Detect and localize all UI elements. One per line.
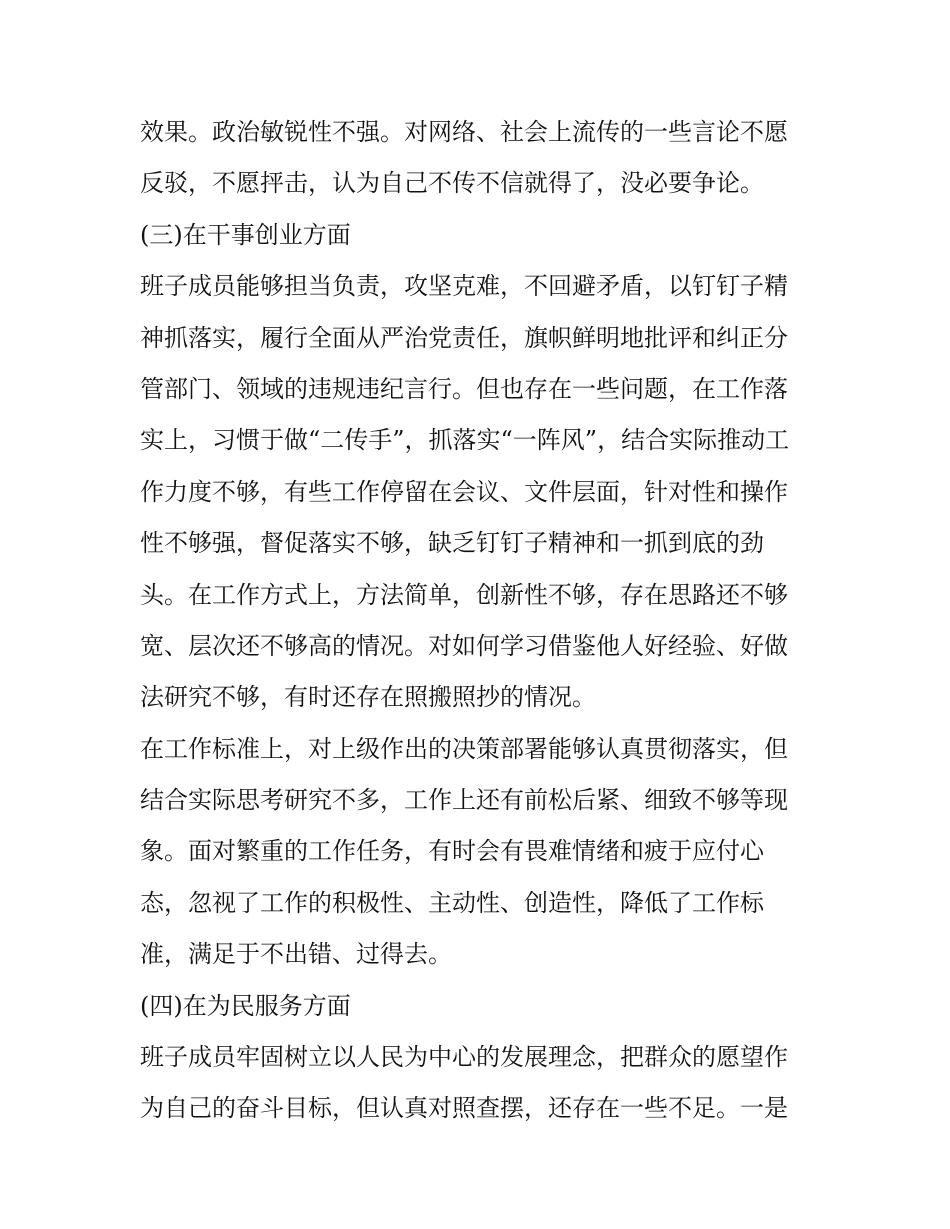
text-line: 宽、层次还不够高的情况。对如何学习借鉴他人好经验、好做 — [140, 631, 788, 660]
text-line: 效果。政治敏锐性不强。对网络、社会上流传的一些言论不愿 — [140, 118, 788, 146]
text-line: 头。在工作方式上，方法简单，创新性不够，存在思路还不够 — [140, 580, 788, 609]
text-line: 班子成员能够担当负责，攻坚克难，不回避矛盾，以钉钉子精 — [140, 272, 788, 301]
text-line: 管部门、领域的违规违纪言行。但也存在一些问题，在工作落 — [140, 374, 788, 403]
section-heading: (三)在干事创业方面 — [140, 220, 351, 249]
text-line: 性不够强，督促落实不够，缺乏钉钉子精神和一抓到底的劲 — [140, 529, 764, 558]
text-line: 作力度不够，有些工作停留在会议、文件层面，针对性和操作 — [140, 477, 788, 506]
text-line: 在工作标准上，对上级作出的决策部署能够认真贯彻落实，但 — [140, 734, 788, 763]
text-line: 实上，习惯于做“二传手”，抓落实“一阵风”，结合实际推动工 — [140, 426, 790, 455]
text-line: 班子成员牢固树立以人民为中心的发展理念，把群众的愿望作 — [140, 1043, 788, 1072]
text-line: 准，满足于不出错、过得去。 — [140, 940, 452, 969]
text-line: 结合实际思考研究不多，工作上还有前松后紧、细致不够等现 — [140, 786, 788, 815]
text-line: 法研究不够，有时还存在照搬照抄的情况。 — [140, 683, 596, 712]
section-heading: (四)在为民服务方面 — [140, 991, 351, 1020]
text-line: 反驳，不愿抨击，认为自己不传不信就得了，没必要争论。 — [140, 169, 764, 198]
text-line: 态，忽视了工作的积极性、主动性、创造性，降低了工作标 — [140, 888, 764, 917]
body-text — [140, 107, 820, 1135]
text-line: 象。面对繁重的工作任务，有时会有畏难情绪和疲于应付心 — [140, 837, 764, 866]
text-line: 为自己的奋斗目标，但认真对照查摆，还存在一些不足。一是 — [140, 1094, 788, 1123]
text-line: 神抓落实，履行全面从严治党责任，旗帜鲜明地批评和纠正分 — [140, 323, 788, 352]
